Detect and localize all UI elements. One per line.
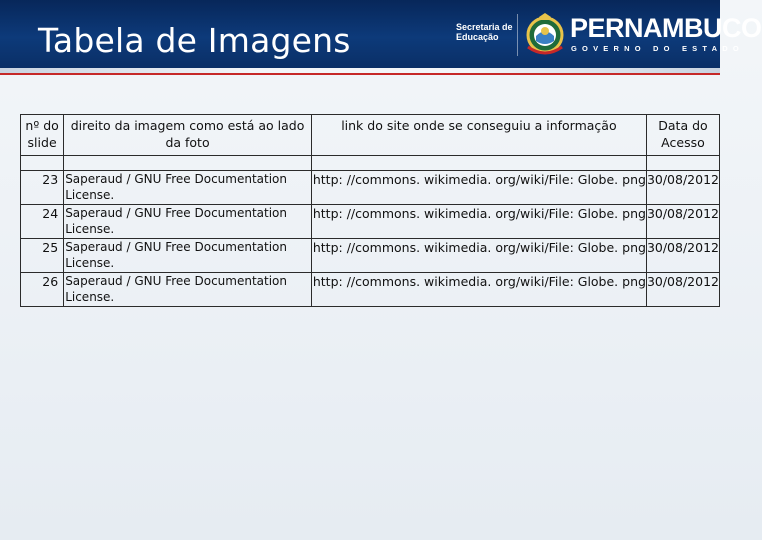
image-credits-table: [20, 114, 720, 307]
table-header-row: [21, 115, 720, 156]
cell-slide: 25: [21, 239, 64, 273]
cell-link: http: //commons. wikimedia. org/wiki/File: Globe. png: [311, 205, 646, 239]
table-row: [21, 205, 720, 239]
brand-name: PERNAMBUCO: [570, 13, 762, 43]
table-row: [21, 239, 720, 273]
cell-date: 30/08/2012: [646, 273, 719, 307]
header-banner: [0, 0, 762, 68]
cell-credit: Saperaud / GNU Free Documentation License.: [64, 205, 312, 239]
cell-slide: 26: [21, 273, 64, 307]
cell-date: 30/08/2012: [646, 205, 719, 239]
brand-tagline: GOVERNO DO ESTADO: [571, 44, 744, 53]
cell-link: http: //commons. wikimedia. org/wiki/File: Globe. png: [311, 273, 646, 307]
image-table-container: [20, 114, 720, 307]
cell-link: http: //commons. wikimedia. org/wiki/File: Globe. png: [311, 239, 646, 273]
secretaria-line1: Secretaria de: [456, 22, 513, 32]
secretaria-line2: Educação: [456, 32, 499, 42]
column-header-link: link do site onde se conseguiu a informação: [311, 115, 646, 156]
cell-credit: Saperaud / GNU Free Documentation License.: [64, 239, 312, 273]
column-header-credit: direito da imagem como está ao lado da foto: [64, 115, 312, 156]
header-accent-line: [0, 73, 720, 75]
brand-divider: [517, 14, 518, 56]
cell-slide: 23: [21, 171, 64, 205]
column-header-slide: nº do slide: [21, 115, 64, 156]
table-spacer-row: [21, 156, 720, 171]
cell-date: 30/08/2012: [646, 171, 719, 205]
cell-link: http: //commons. wikimedia. org/wiki/File: Globe. png: [311, 171, 646, 205]
column-header-date: Data do Acesso: [646, 115, 719, 156]
cell-credit: Saperaud / GNU Free Documentation License.: [64, 171, 312, 205]
cell-slide: 24: [21, 205, 64, 239]
cell-credit: Saperaud / GNU Free Documentation License.: [64, 273, 312, 307]
pernambuco-coat-of-arms-icon: [524, 11, 566, 57]
cell-date: 30/08/2012: [646, 239, 719, 273]
table-row: [21, 171, 720, 205]
table-row: [21, 273, 720, 307]
secretaria-label: [456, 22, 516, 42]
page-title: Tabela de Imagens: [38, 21, 351, 60]
